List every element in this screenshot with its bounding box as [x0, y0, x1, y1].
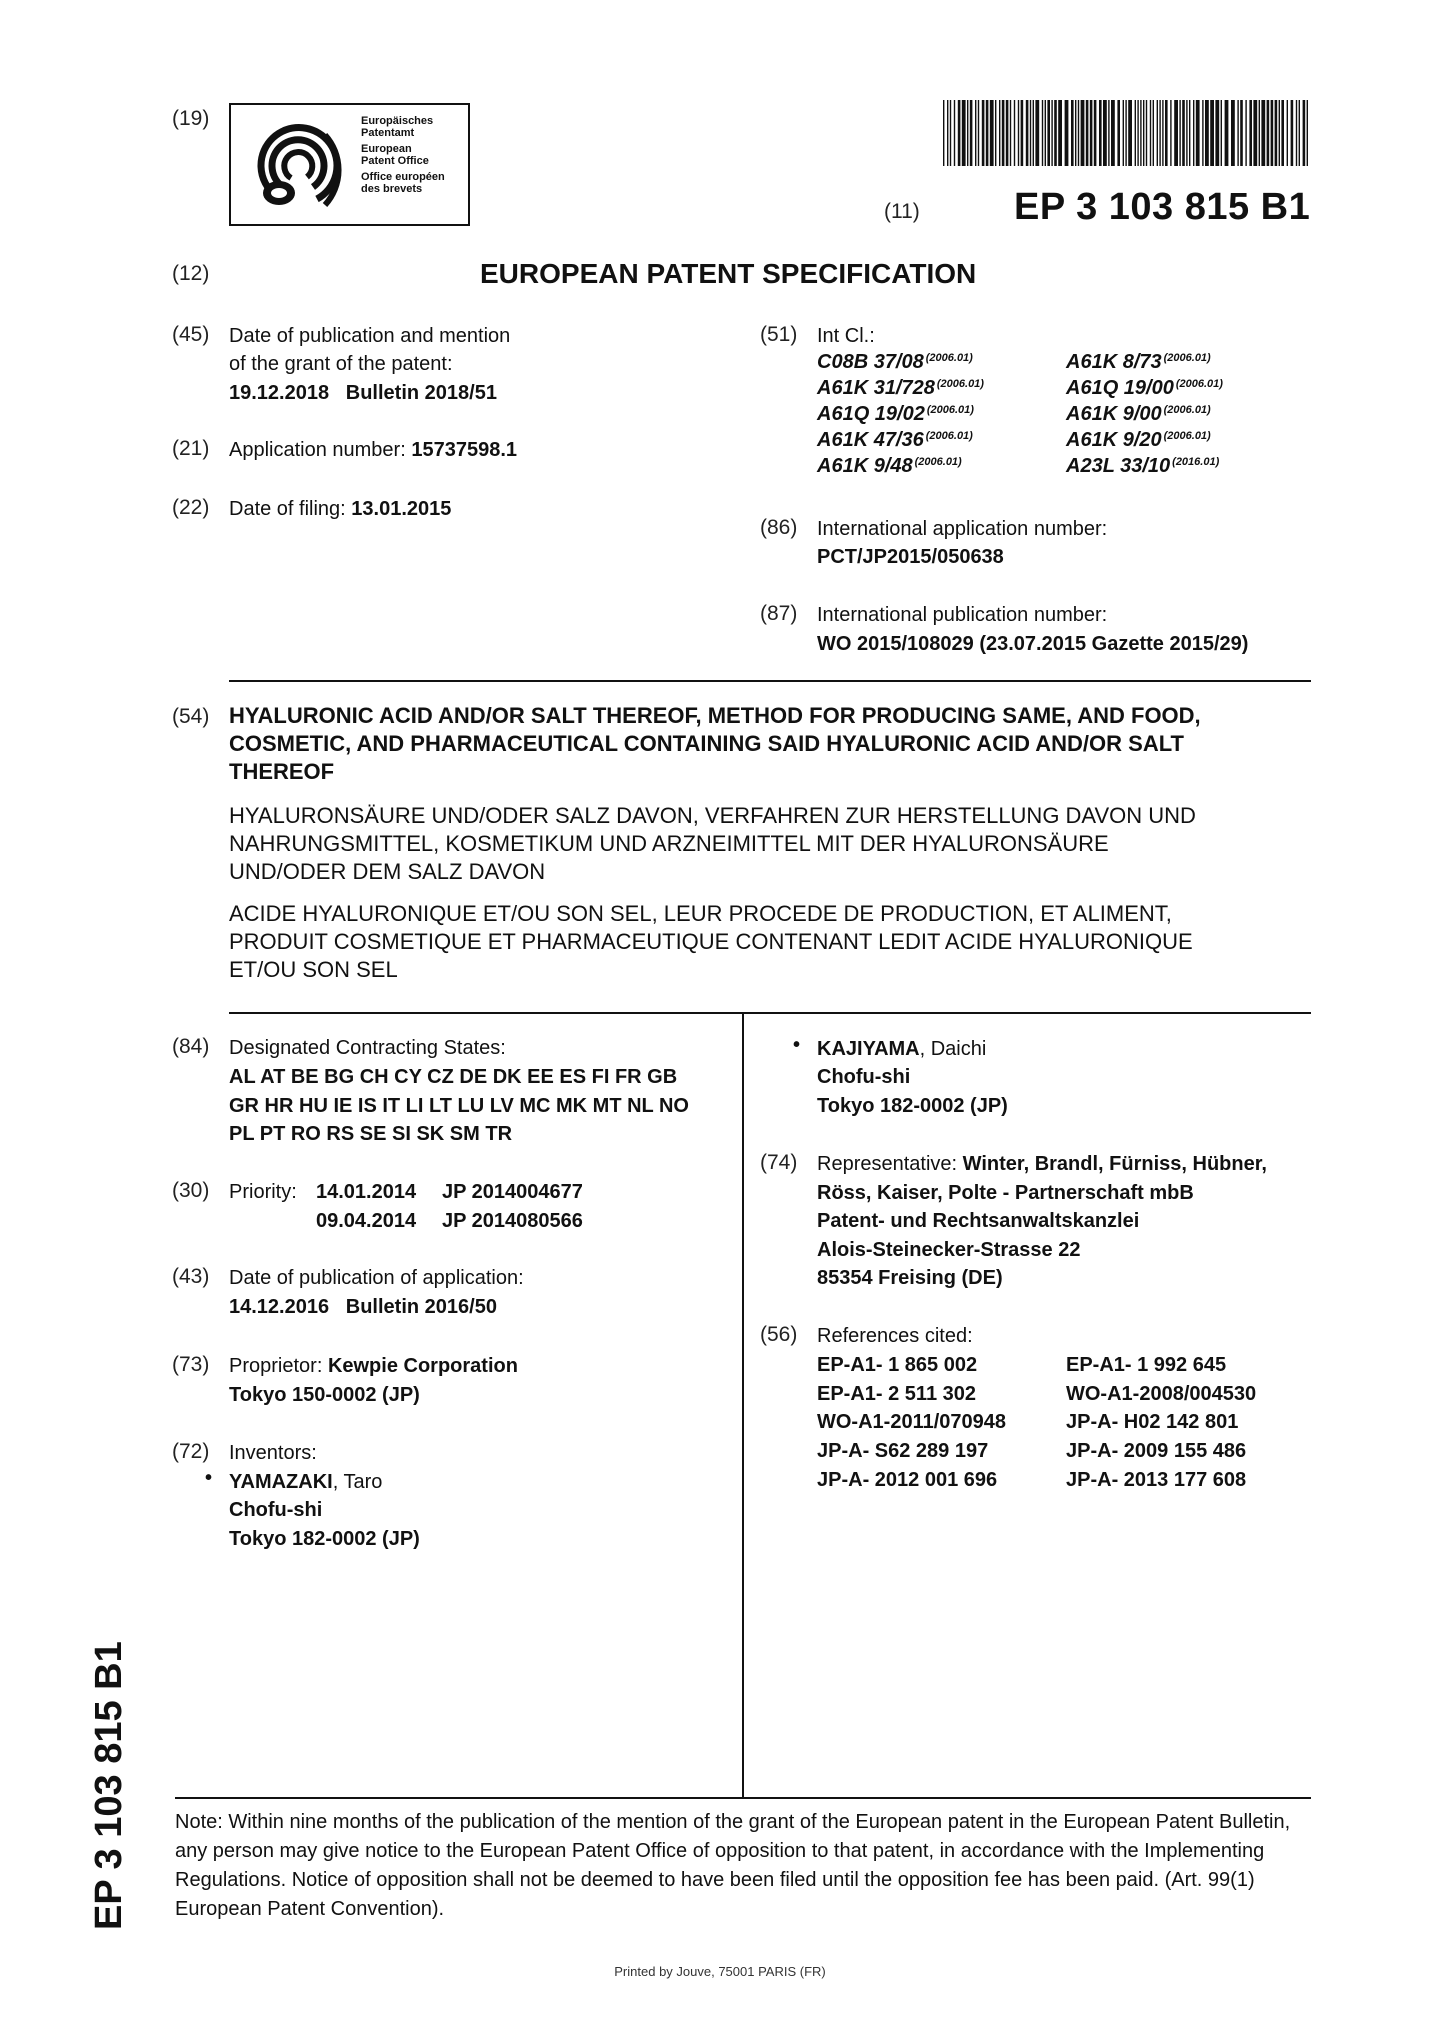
epo-emblem-icon: [245, 115, 355, 215]
barcode: [943, 100, 1311, 166]
intl-application-label: International application number:: [817, 518, 1108, 540]
inid-code-51: (51): [760, 323, 798, 346]
title-french: ACIDE HYALURONIQUE ET/OU SON SEL, LEUR PROCEDE DE PRODUCTION, ET ALIMENT, PRODUIT COSMETIQUE ET PHARMACEUTIQUE CONTENANT LEDIT ACIDE HYALURONIQUE ET/OU SON SEL: [229, 901, 1193, 982]
document-type-title: EUROPEAN PATENT SPECIFICATION: [480, 258, 977, 289]
application-publication-label: Date of publication of application:: [229, 1267, 524, 1289]
inid-code-73: (73): [172, 1353, 210, 1376]
priority-date: 09.04.2014: [316, 1210, 417, 1232]
priority-number: JP 2014080566: [442, 1210, 583, 1232]
reference: EP-A1- 2 511 302: [817, 1383, 976, 1405]
representative-label: Representative: Winter, Brandl, Fürniss, Hübner,: [817, 1153, 1267, 1175]
inventor-address: Tokyo 182-0002 (JP): [817, 1095, 1008, 1117]
grant-date-label: Date of publication and mention: [229, 325, 511, 347]
inventors-label: Inventors:: [229, 1442, 317, 1464]
ipc-class: A61K 9/00 $^{(2006.01)}$: [1066, 403, 1211, 425]
office-name: Europäisches Patentamt European Patent Office Office européen des brevets: [361, 115, 445, 195]
inventor-name: YAMAZAKI, Taro: [229, 1471, 383, 1493]
inid-code-11: (11): [884, 200, 920, 223]
representative-line: 85354 Freising (DE): [817, 1267, 1003, 1289]
reference: WO-A1-2011/070948: [817, 1411, 1007, 1433]
inid-code-74: (74): [760, 1151, 798, 1174]
inventor-city: Chofu-shi: [817, 1066, 911, 1088]
inid-code-22: (22): [172, 496, 210, 519]
inid-code-86: (86): [760, 516, 798, 539]
grant-date-label-2: of the grant of the patent:: [229, 353, 453, 375]
designated-states: PL PT RO RS SE SI SK SM TR: [229, 1123, 513, 1145]
ipc-class: A61Q 19/00 $^{(2006.01)}$: [1066, 377, 1223, 399]
opposition-note: Note: Within nine months of the publication of the mention of the grant of the European patent in the European Patent Bulletin, any person may give notice to the European Patent Office of opposition to that patent, in accordance with the Implementing Regulations. Notice of opposition shall not be deemed to have been filed until the opposition fee has been paid. (Art. 99(1) European Patent Convention).: [175, 1811, 1291, 1920]
inid-code-56: (56): [760, 1323, 798, 1346]
intl-publication-value: WO 2015/108029 (23.07.2015 Gazette 2015/29): [817, 633, 1249, 655]
inid-code-21: (21): [172, 437, 210, 460]
proprietor-name: Kewpie Corporation: [327, 1355, 518, 1377]
ipc-class: C08B 37/08 $^{(2006.01)}$: [817, 351, 973, 373]
application-number-label: Application number: 15737598.1: [229, 439, 518, 461]
ipc-class: A61K 9/48 $^{(2006.01)}$: [817, 455, 962, 477]
bullet-icon: •: [793, 1034, 801, 1056]
inid-code-54: (54): [172, 705, 210, 728]
filing-date-value: 13.01.2015: [351, 498, 452, 520]
ipc-class: A23L 33/10 $^{(2016.01)}$: [1066, 455, 1220, 477]
ipc-class: A61K 8/73 $^{(2006.01)}$: [1066, 351, 1211, 373]
reference: JP-A- H02 142 801: [1066, 1411, 1239, 1433]
proprietor-address: Tokyo 150-0002 (JP): [229, 1384, 420, 1406]
priority-label: Priority:: [229, 1181, 297, 1203]
reference: JP-A- S62 289 197: [817, 1440, 989, 1462]
divider: [229, 680, 1311, 682]
epo-logo: [229, 103, 470, 226]
ipc-class: A61Q 19/02 $^{(2006.01)}$: [817, 403, 974, 425]
bullet-icon: •: [205, 1467, 213, 1489]
representative-line: Winter, Brandl, Fürniss, Hübner,: [962, 1153, 1267, 1175]
ipc-class: A61K 31/728 $^{(2006.01)}$: [817, 377, 984, 399]
priority-number: JP 2014004677: [442, 1181, 583, 1203]
grant-date-value: 19.12.2018 Bulletin 2018/51: [229, 382, 497, 404]
inventor-city: Chofu-shi: [229, 1499, 323, 1521]
inid-code-43: (43): [172, 1265, 210, 1288]
filing-date-label: Date of filing: 13.01.2015: [229, 498, 452, 520]
reference: JP-A- 2013 177 608: [1066, 1469, 1247, 1491]
divider: [175, 1797, 1311, 1799]
intl-application-value: PCT/JP2015/050638: [817, 546, 1004, 568]
reference: EP-A1- 1 992 645: [1066, 1354, 1227, 1376]
priority-date: 14.01.2014: [316, 1181, 417, 1203]
representative-line: Patent- und Rechtsanwaltskanzlei: [817, 1210, 1140, 1232]
ipc-class: A61K 47/36 $^{(2006.01)}$: [817, 429, 973, 451]
reference: JP-A- 2009 155 486: [1066, 1440, 1247, 1462]
side-publication-number: EP 3 103 815 B1: [88, 1641, 130, 1930]
application-publication-value: 14.12.2016 Bulletin 2016/50: [229, 1296, 497, 1318]
reference: JP-A- 2012 001 696: [817, 1469, 998, 1491]
representative-line: Röss, Kaiser, Polte - Partnerschaft mbB: [817, 1182, 1194, 1204]
inid-code-12: (12): [172, 262, 210, 285]
title-german: HYALURONSÄURE UND/ODER SALZ DAVON, VERFAHREN ZUR HERSTELLUNG DAVON UND NAHRUNGSMITTEL, KOSMETIKUM UND ARZNEIMITTEL MIT DER HYALURONSÄURE UND/ODER DEM SALZ DAVON: [229, 803, 1196, 884]
int-cl-label: Int Cl.:: [817, 325, 875, 347]
references-label: References cited:: [817, 1325, 973, 1347]
designated-states: AL AT BE BG CH CY CZ DE DK EE ES FI FR GB: [229, 1066, 678, 1088]
column-divider: [742, 1012, 744, 1798]
inventor-address: Tokyo 182-0002 (JP): [229, 1528, 420, 1550]
inid-code-45: (45): [172, 323, 210, 346]
designated-states-label: Designated Contracting States:: [229, 1037, 506, 1059]
ipc-class: A61K 9/20 $^{(2006.01)}$: [1066, 429, 1211, 451]
inid-code-84: (84): [172, 1035, 210, 1058]
representative-line: Alois-Steinecker-Strasse 22: [817, 1239, 1081, 1261]
publication-number: EP 3 103 815 B1: [1014, 186, 1311, 228]
inid-code-87: (87): [760, 602, 798, 625]
title-english: HYALURONIC ACID AND/OR SALT THEREOF, METHOD FOR PRODUCING SAME, AND FOOD, COSMETIC, AND PHARMACEUTICAL CONTAINING SAID HYALURONIC ACID AND/OR SALT THEREOF: [229, 703, 1201, 784]
reference: EP-A1- 1 865 002: [817, 1354, 978, 1376]
inid-code-19: (19): [172, 107, 210, 130]
inid-code-30: (30): [172, 1179, 210, 1202]
printer-footer: Printed by Jouve, 75001 PARIS (FR): [614, 1964, 826, 1979]
inventor-name: KAJIYAMA, Daichi: [817, 1038, 987, 1060]
divider: [229, 1012, 1311, 1014]
designated-states: GR HR HU IE IS IT LI LT LU LV MC MK MT NL NO: [229, 1095, 689, 1117]
inid-code-72: (72): [172, 1440, 210, 1463]
intl-publication-label: International publication number:: [817, 604, 1108, 626]
reference: WO-A1-2008/004530: [1066, 1383, 1257, 1405]
proprietor-label: Proprietor: Kewpie Corporation: [229, 1355, 518, 1377]
application-number-value: 15737598.1: [411, 439, 518, 461]
